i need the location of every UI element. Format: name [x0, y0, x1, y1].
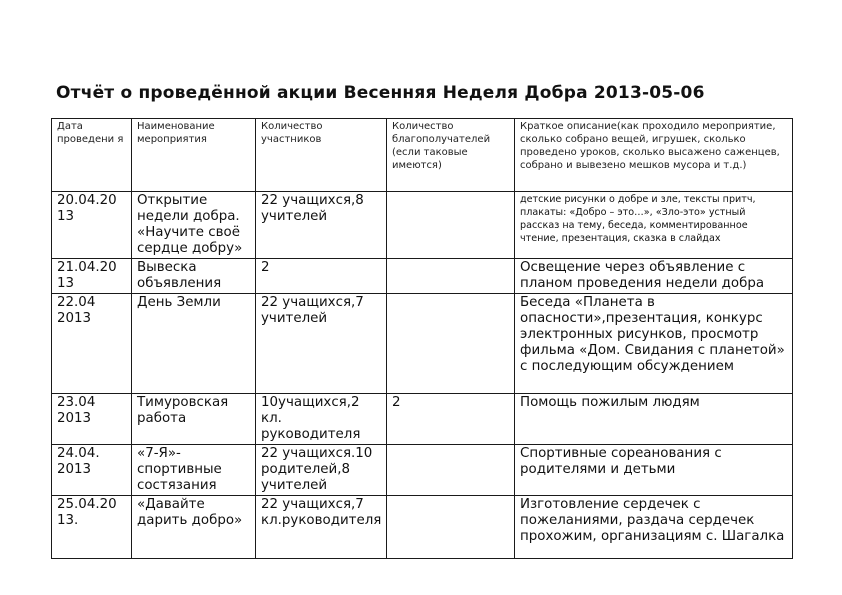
table-row: [52, 496, 793, 559]
cell-event: Открытие недели добра. «Научите своё сердце добру»: [132, 192, 256, 259]
table-row: [52, 394, 793, 445]
cell-description: Беседа «Планета в опасности»,презентация, конкурс электронных рисунков, просмотр фильма «Дом. Свидания с планетой» с последующим обсуждением: [515, 294, 793, 394]
cell-event: Вывеска объявления: [132, 259, 256, 294]
cell-date: 21.04.20 13: [52, 259, 132, 294]
cell-event: «7-Я»- спортивные состязания: [132, 445, 256, 496]
cell-event: День Земли: [132, 294, 256, 394]
header-event: Наименование мероприятия: [132, 119, 256, 192]
cell-participants: 22 учащихся,7 учителей: [256, 294, 387, 394]
cell-beneficiaries: [387, 294, 515, 394]
cell-beneficiaries: [387, 259, 515, 294]
header-description: Краткое описание(как проходило мероприятие, сколько собрано вещей, игрушек, сколько проведено уроков, сколько высажено саженцев, собрано и вывезено мешков мусора и т.д.): [515, 119, 793, 192]
cell-beneficiaries: [387, 192, 515, 259]
cell-event: Тимуровская работа: [132, 394, 256, 445]
cell-participants: 22 учащихся,7 кл.руководителя: [256, 496, 387, 559]
cell-event: «Давайте дарить добро»: [132, 496, 256, 559]
cell-date: 23.04 2013: [52, 394, 132, 445]
cell-participants: 2: [256, 259, 387, 294]
cell-participants: 22 учащихся,8 учителей: [256, 192, 387, 259]
table-row: [52, 192, 793, 259]
table-row: [52, 445, 793, 496]
cell-participants: 10учащихся,2 кл. руководителя: [256, 394, 387, 445]
table-row: [52, 294, 793, 394]
table-row: [52, 259, 793, 294]
cell-beneficiaries: [387, 445, 515, 496]
cell-date: 20.04.20 13: [52, 192, 132, 259]
cell-date: 25.04.20 13.: [52, 496, 132, 559]
cell-date: 24.04. 2013: [52, 445, 132, 496]
report-table: [51, 118, 793, 559]
cell-description: Изготовление сердечек с пожеланиями, раздача сердечек прохожим, организациям с. Шагалка: [515, 496, 793, 559]
cell-description: детские рисунки о добре и зле, тексты притч, плакаты: «Добро – это…», «Зло-это» устный рассказ на тему, беседа, комментированное чтение, презентация, сказка в слайдах: [515, 192, 793, 259]
cell-description: Спортивные сореанования с родителями и детьми: [515, 445, 793, 496]
header-participants: Количество участников: [256, 119, 387, 192]
header-date: Дата проведени я: [52, 119, 132, 192]
table-header-row: [52, 119, 793, 192]
cell-participants: 22 учащихся.10 родителей,8 учителей: [256, 445, 387, 496]
cell-date: 22.04 2013: [52, 294, 132, 394]
cell-beneficiaries: 2: [387, 394, 515, 445]
cell-beneficiaries: [387, 496, 515, 559]
cell-description: Помощь пожилым людям: [515, 394, 793, 445]
document-title: Отчёт о проведённой акции Весенняя Неделя Добра 2013-05-06: [56, 83, 705, 103]
header-beneficiaries: Количество благополучателей (если таковые имеются): [387, 119, 515, 192]
cell-description: Освещение через объявление с планом проведения недели добра: [515, 259, 793, 294]
